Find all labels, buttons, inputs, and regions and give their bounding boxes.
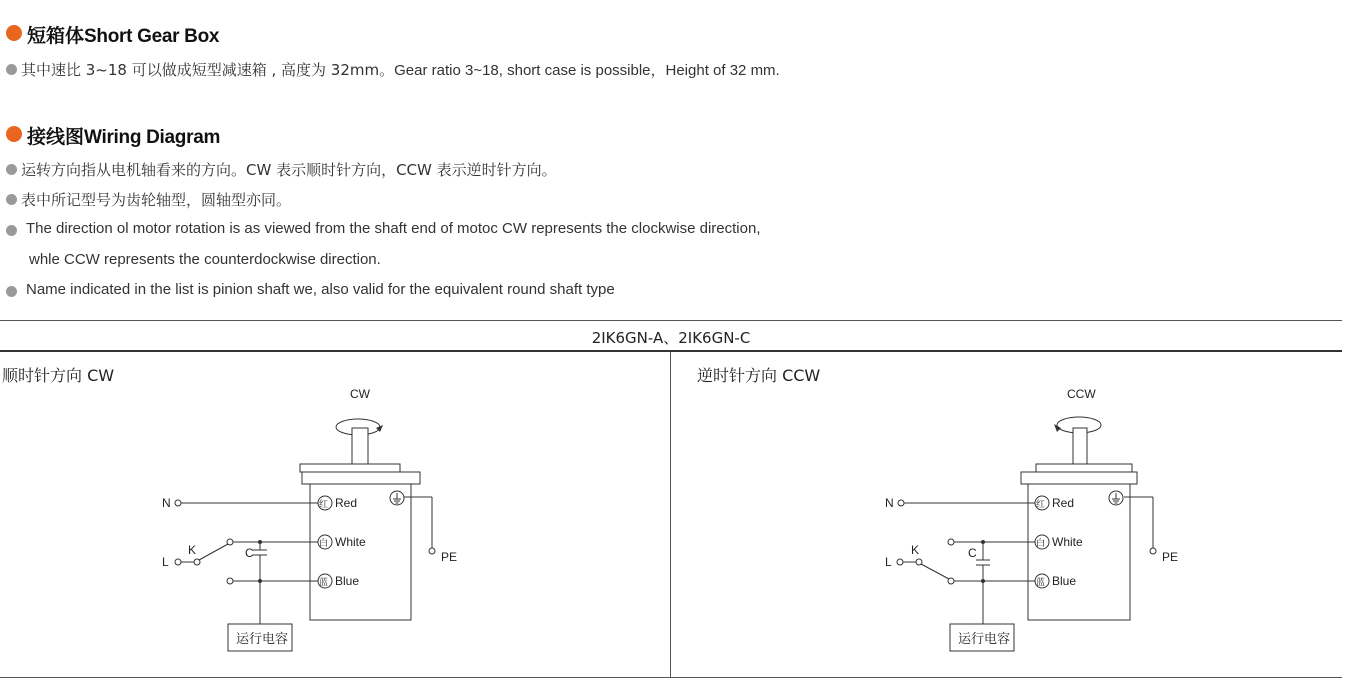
wiring-diagram-ccw xyxy=(671,352,1342,677)
wire-white-cn: 白 xyxy=(319,539,329,549)
rotation-label: CW xyxy=(350,387,370,401)
section-title-cn: 短箱体 xyxy=(27,26,85,47)
section-bullet-icon xyxy=(6,25,22,41)
gear-ratio-cn: 其中速比 3~18 可以做成短型减速箱 , 高度为 32mm。 xyxy=(21,61,395,79)
bullet-icon xyxy=(6,286,17,297)
table-title: 2IK6GN-A、2IK6GN-C xyxy=(591,329,751,347)
note-model-cn: 表中所记型号为齿轮轴型，圆轴型亦同。 xyxy=(21,191,292,209)
table-top-rule xyxy=(0,320,1342,321)
wire-red-cn: 红 xyxy=(319,500,329,510)
run-capacitor-label: 运行电容 xyxy=(958,632,1011,647)
section-title-en: Wiring Diagram xyxy=(84,127,221,148)
switch-k xyxy=(921,564,949,579)
label-pe: PE xyxy=(441,550,458,564)
bullet-icon xyxy=(6,225,17,236)
bullet-icon xyxy=(6,164,17,175)
note-direction-en: The direction ol motor rotation is as viewed from the shaft end of motoc CW represents the clockwise direction, xyxy=(26,220,761,237)
label-l: L xyxy=(162,555,169,569)
note-direction-cn: 运转方向指从电机轴看来的方向。CW 表示顺时针方向，CCW 表示逆时针方向。 xyxy=(21,161,557,179)
wire-white-label: White xyxy=(335,535,366,549)
terminal-l-icon xyxy=(897,559,903,565)
wire-red-label: Red xyxy=(1052,496,1075,510)
wire-blue-label: Blue xyxy=(1052,574,1077,588)
rotation-label: CCW xyxy=(1067,387,1096,401)
terminal-n-icon xyxy=(175,500,181,506)
bullet-icon xyxy=(6,64,17,75)
note-model-en: Name indicated in the list is pinion shaft we, also valid for the equivalent round shaft type xyxy=(26,281,615,298)
label-pe: PE xyxy=(1162,550,1179,564)
wire-blue-cn: 蓝 xyxy=(1036,578,1046,588)
wire-white-label: White xyxy=(1052,535,1083,549)
label-n: N xyxy=(885,496,894,510)
terminal-pe-icon xyxy=(1150,548,1156,554)
gear-ratio-en: Gear ratio 3~18, short case is possible，Height of 32 mm. xyxy=(394,62,780,79)
terminal-pe-icon xyxy=(429,548,435,554)
table-bottom-rule xyxy=(0,677,1342,678)
section-bullet-icon xyxy=(6,126,22,142)
section-title-cn: 接线图 xyxy=(27,127,85,148)
label-n: N xyxy=(162,496,171,510)
terminal-l-icon xyxy=(175,559,181,565)
terminal-n-icon xyxy=(898,500,904,506)
wire-blue-cn: 蓝 xyxy=(319,578,329,588)
bullet-icon xyxy=(6,194,17,205)
motor-flange xyxy=(300,464,400,472)
section-title-wiring-diagram xyxy=(27,122,220,149)
label-k: K xyxy=(188,543,197,557)
wire-white-cn: 白 xyxy=(1036,539,1046,549)
wire-blue-label: Blue xyxy=(335,574,360,588)
wire-red-cn: 红 xyxy=(1036,500,1046,510)
switch-contact-icon xyxy=(227,578,233,584)
motor-flange xyxy=(1036,464,1132,472)
panel-label-cw: 顺时针方向 CW xyxy=(2,366,115,385)
label-c: C xyxy=(245,546,254,560)
switch-k xyxy=(199,544,228,560)
label-k: K xyxy=(911,543,920,557)
note-direction-en-cont: whle CCW represents the counterdockwise direction. xyxy=(29,251,381,268)
section-title-short-gear-box xyxy=(27,21,219,48)
wire-red-label: Red xyxy=(335,496,358,510)
wiring-diagram-cw xyxy=(0,352,670,677)
run-capacitor-label: 运行电容 xyxy=(236,632,289,647)
panel-label-ccw: 逆时针方向 CCW xyxy=(697,366,821,385)
label-l: L xyxy=(885,555,892,569)
section-title-en: Short Gear Box xyxy=(84,26,220,47)
switch-contact-icon xyxy=(948,539,954,545)
label-c: C xyxy=(968,546,977,560)
gear-ratio-line xyxy=(21,59,780,80)
